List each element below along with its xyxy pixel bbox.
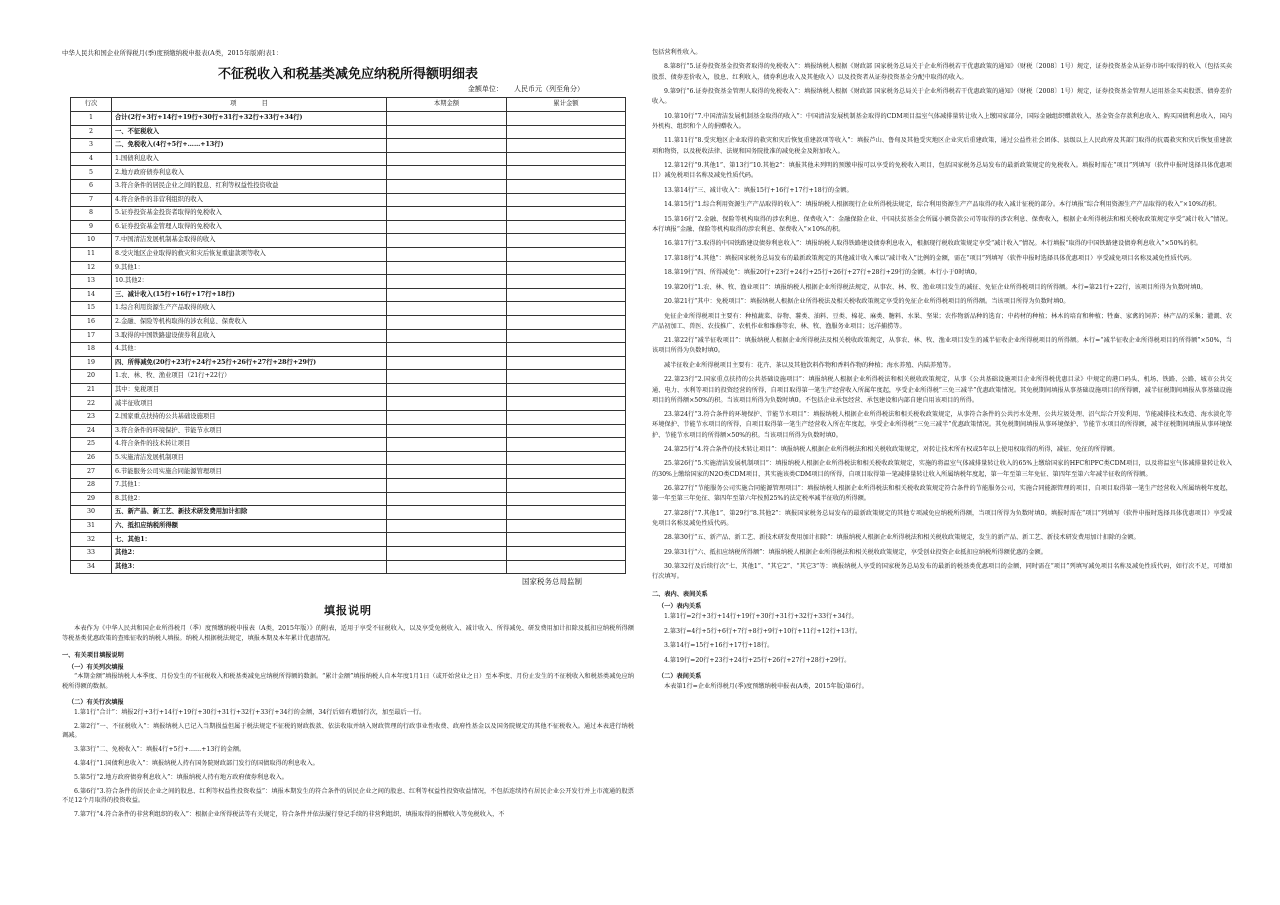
instruction-paragraph: 本表作为《中华人民共和国企业所得税月（季）度预缴纳税申报表（A类，2015年版）》的附表，适用于享受不征税收入，以及享受免税收入、减计收入、所得减免、研发费用加计扣除及抵扣应纳税所得额等税基类优惠政策的查账征收的纳税人填报。纳税人根据税法规定，填报本期及本年累计优惠情况。 <box>62 625 634 642</box>
current-amount-cell[interactable] <box>387 370 507 384</box>
table-row <box>71 492 626 506</box>
row-number: 17 <box>71 329 112 343</box>
instruction-paragraph: 4.第19行=20行+23行+24行+25行+26行+27行+28行+29行。 <box>664 656 851 664</box>
current-amount-cell[interactable] <box>387 179 507 193</box>
row-number: 10 <box>71 234 112 248</box>
cumulative-amount-cell[interactable] <box>507 247 626 261</box>
row-item: 减半征收项目 <box>112 397 387 411</box>
row-number: 3 <box>71 139 112 153</box>
right-column <box>652 48 1232 697</box>
table-row <box>71 383 626 397</box>
row-number: 2 <box>71 125 112 139</box>
table-row <box>71 179 626 193</box>
row-number: 30 <box>71 506 112 520</box>
current-amount-cell[interactable] <box>387 547 507 561</box>
table-row <box>71 397 626 411</box>
instruction-paragraph: 5.第5行“2.地方政府债券利息收入”：填报纳税人持有地方政府债券利息收入。 <box>74 773 288 781</box>
row-item: 9.其他1： <box>112 261 387 275</box>
instruction-paragraph: 26.第27行“节能服务公司实施合同能源管理项目”：填报纳税人根据企业所得税法和相关税收政策规定符合条件的节能服务公司，实施合同能源管理的项目，自项目取得第一笔生产经营收入所属纳税年度起，第一年至第三年免征、第四年至第六年按照25%的法定税率减半征收的所得额。 <box>652 485 1232 503</box>
supervisor-note: 国家税务总局监制 <box>522 577 582 587</box>
section-heading: 二、表内、表间关系 <box>652 590 708 598</box>
current-amount-cell[interactable] <box>387 492 507 506</box>
row-item: 10.其他2： <box>112 275 387 289</box>
instruction-paragraph: 8.第8行“5.证券投资基金投资者取得的免税收入”：填报纳税人根据《财政部 国家税务总局关于企业所得税若干优惠政策的通知》（财税〔2008〕1号）规定，证券投资基金从证券市场中取得的收入（包括买卖股票、债券差价收入，股息、红利收入，债券利息收入及其他收入）以及投资者从证券投资基金分配中取得的收入。 <box>652 63 1232 81</box>
instruction-paragraph: 20.第21行“其中：免税项目”：填报纳税人根据企业所得税法及相关税收政策规定享受的免征企业所得税项目的所得额。当该项目所得为负数时填0。 <box>664 298 1070 306</box>
cumulative-amount-cell[interactable] <box>507 411 626 425</box>
instruction-paragraph: 23.第24行“3.符合条件的环境保护、节能节水项目”：填报纳税人根据企业所得税法和相关税收政策规定，从事符合条件的公共污水处理、公共垃圾处理、沼气综合开发利用、节能减排技术改造、海水淡化等环境保护、节能节水项目的所得，自项目取得第一笔生产经营收入所在年度起，享受企业所得税“三免三减半”优惠政策情况。其免税期间填报从事环境保护、节能节水项目的所得额，减半征税期间填报从事环境保护、节能节水项目的所得额×50%的积。当该项目所得为负数时填0。 <box>652 411 1232 439</box>
row-number: 6 <box>71 179 112 193</box>
current-amount-cell[interactable] <box>387 356 507 370</box>
row-number: 34 <box>71 560 112 574</box>
current-amount-cell[interactable] <box>387 139 507 153</box>
header-note: 中华人民共和国企业所得税月(季)度预缴纳税申报表(A类，2015年版)附表1： <box>62 49 283 57</box>
cumulative-amount-cell[interactable] <box>507 179 626 193</box>
table-row <box>71 166 626 180</box>
cumulative-amount-cell[interactable] <box>507 112 626 126</box>
table-row <box>71 411 626 425</box>
row-number: 16 <box>71 315 112 329</box>
instructions-right <box>652 48 1232 697</box>
instruction-paragraph: 免征企业所得税项目主要有：种植蔬菜、谷物、薯类、油料、豆类、棉花、麻类、糖料、水果、坚果；农作物新品种的选育；中药材的种植；林木的培育和种植；牲畜、家禽的饲养；林产品的采集；灌溉、农产品初加工、兽医、农技推广、农机作业和维修等农、林、牧、渔服务业项目；远洋捕捞等。 <box>652 312 1232 330</box>
amount-unit-value: 人民币元（列至角分） <box>514 85 584 93</box>
row-item: 1.国债利息收入 <box>112 152 387 166</box>
table-row <box>71 370 626 384</box>
cumulative-amount-cell[interactable] <box>507 166 626 180</box>
table-row <box>71 315 626 329</box>
instruction-paragraph: 21.第22行“减半征收项目”：填报纳税人根据企业所得税法及相关税收政策规定，从事农、林、牧、渔业项目发生的减半征收企业所得税项目的所得额。本行=“减半征收企业所得税项目的所得额”×50%，当该项目所得为负数时填0。 <box>652 337 1232 355</box>
instruction-paragraph: 3.第3行“二、免税收入”：填报4行+5行+……+13行的金额。 <box>74 746 246 754</box>
amount-unit <box>62 84 634 94</box>
table-row <box>71 302 626 316</box>
col-header-item: 项 目 <box>112 98 387 112</box>
current-amount-cell[interactable] <box>387 166 507 180</box>
current-amount-cell[interactable] <box>387 411 507 425</box>
instruction-paragraph: 16.第17行“3.取得的中国铁路建设债券利息收入”：填报纳税人取得铁路建设债券利息收入，根据现行税收政策规定享受“减计收入”情况。本行填报“取得的中国铁路建设债券利息收入”×50%的积。 <box>664 240 1202 248</box>
row-item: 四、所得减免(20行+23行+24行+25行+26行+27行+28行+29行) <box>112 356 387 370</box>
instruction-paragraph: 11.第11行“8.受灾地区企业取得的救灾和灾后恢复重建款项等收入”：填报芦山、鲁甸及其他受灾地区企业灾后重建政策，通过公益性社会团体、县级以上人民政府及其部门取得的抗震救灾和灾后恢复重建款项和物资，以及税收法律、法规和国务院批准的减免税金及附加收入。 <box>652 137 1232 155</box>
row-number: 8 <box>71 207 112 221</box>
current-amount-cell[interactable] <box>387 479 507 493</box>
instruction-paragraph: 2.第2行“一、不征税收入”：填报纳税人已记入当期损益但属于税法规定不征税的财政拨款、依法收取并纳入财政管理的行政事业性收费、政府性基金以及国务院规定的其他不征税收入。通过本表进行纳税调减。 <box>62 722 634 740</box>
table-row <box>71 424 626 438</box>
current-amount-cell[interactable] <box>387 506 507 520</box>
cumulative-amount-cell[interactable] <box>507 492 626 506</box>
current-amount-cell[interactable] <box>387 465 507 479</box>
cumulative-amount-cell[interactable] <box>507 451 626 465</box>
instruction-paragraph: 1.第1行“合计”：填报2行+3行+14行+19行+30行+31行+32行+33行+34行的金额，34行后如有增加行次，加至最后一行。 <box>74 708 426 716</box>
row-item: 7.其他1： <box>112 479 387 493</box>
section-heading: 一、有关项目填报说明 <box>62 651 124 659</box>
instruction-paragraph: “本期金额”填报纳税人本季度、月份发生的不征税收入和税基类减免应纳税所得额的数据。“累计金额”填报纳税人自本年度1月1日（或开始营业之日）至本季度、月份止发生的不征税收入和税基类减免应纳税所得额的数据。 <box>62 673 634 691</box>
instruction-paragraph: 9.第9行“6.证券投资基金管理人取得的免税收入”：填报纳税人根据《财政部 国家税务总局关于企业所得税若干优惠政策的通知》（财税〔2008〕1号）规定，证券投资基金管理人运用基金买卖股票、债券差价收入。 <box>652 88 1232 106</box>
table-row <box>71 506 626 520</box>
row-item: 一、不征税收入 <box>112 125 387 139</box>
table-body <box>71 112 626 574</box>
instructions-title: 填报说明 <box>324 604 372 618</box>
subsection-heading: （一）表内关系 <box>658 603 702 611</box>
table-row <box>71 139 626 153</box>
row-item: 其他3： <box>112 560 387 574</box>
current-amount-cell[interactable] <box>387 193 507 207</box>
row-item: 4.其他： <box>112 343 387 357</box>
row-number: 32 <box>71 533 112 547</box>
row-number: 11 <box>71 247 112 261</box>
current-amount-cell[interactable] <box>387 302 507 316</box>
row-item: 4.符合条件的技术转让项目 <box>112 438 387 452</box>
instructions-left <box>62 624 634 824</box>
table-row <box>71 465 626 479</box>
current-amount-cell[interactable] <box>387 247 507 261</box>
current-amount-cell[interactable] <box>387 397 507 411</box>
current-amount-cell[interactable] <box>387 315 507 329</box>
row-number: 33 <box>71 547 112 561</box>
row-item: 五、新产品、新工艺、新技术研发费用加计扣除 <box>112 506 387 520</box>
table-row <box>71 220 626 234</box>
table-row <box>71 329 626 343</box>
row-number: 26 <box>71 451 112 465</box>
row-item: 合计(2行+3行+14行+19行+30行+31行+32行+33行+34行) <box>112 112 387 126</box>
row-item: 其他2： <box>112 547 387 561</box>
instruction-paragraph: 27.第28行“7.其他1”、第29行“8.其他2”：填报国家税务总局发布的最新政策规定的其他专项减免应纳税所得额，当项目所得为负数时填0。填报时需在“项目”列填写（软件申报时选择具体优惠项目）享受减免项目名称及减免性质代码。 <box>652 509 1232 527</box>
row-number: 15 <box>71 302 112 316</box>
table-header-row <box>71 98 626 112</box>
cumulative-amount-cell[interactable] <box>507 533 626 547</box>
table-row <box>71 438 626 452</box>
detail-table <box>70 97 626 574</box>
cumulative-amount-cell[interactable] <box>507 547 626 561</box>
cumulative-amount-cell[interactable] <box>507 193 626 207</box>
instruction-paragraph: 22.第23行“2.国家重点扶持的公共基础设施项目”：填报纳税人根据企业所得税法和相关税收政策规定，从事《公共基础设施项目企业所得税优惠目录》中规定的港口码头、机场、铁路、公路、城市公共交通、电力、水利等项目的投资经营的所得，自项目取得第一笔生产经营收入所属年度起，享受企业所得税“三免三减半”优惠政策情况。其免税期间填报从事基础设施项目的所得额，减半征税期间填报从事基础设施项目的所得额×50%的积。当该项目所得为负数时填0。不包括企业承包经营、承包建设和内部自建自用该项目的所得。 <box>652 376 1232 404</box>
table-row <box>71 247 626 261</box>
current-amount-cell[interactable] <box>387 207 507 221</box>
cumulative-amount-cell[interactable] <box>507 506 626 520</box>
table-row <box>71 112 626 126</box>
instruction-paragraph: 6.第6行“3.符合条件的居民企业之间的股息、红利等权益性投资收益”：填报本期发生的符合条件的居民企业之间的股息、红利等权益性投资收益情况，不包括连续持有居民企业公开发行并上市流通的股票不足12个月取得的投资收益。 <box>62 787 634 805</box>
table-row <box>71 547 626 561</box>
current-amount-cell[interactable] <box>387 288 507 302</box>
cumulative-amount-cell[interactable] <box>507 519 626 533</box>
row-item: 1.农、林、牧、渔业项目（21行+22行） <box>112 370 387 384</box>
cumulative-amount-cell[interactable] <box>507 356 626 370</box>
instruction-paragraph: 25.第26行“5.实施清洁发展机制项目”：填报纳税人根据企业所得税法和相关税收政策规定，实施的将温室气体减排量转让收入的65%上缴给国家的HFC和PFC类CDM项目，以及将温室气体减排量转让收入的30%上缴给国家的N2O类CDM项目，其实施该类CDM项目的所得，自项目取得第一笔减排量转让收入所属纳税年度起，第一年至第三年免征、第四年至第六年减半征收的所得额。 <box>652 460 1232 478</box>
cumulative-amount-cell[interactable] <box>507 261 626 275</box>
table-row <box>71 152 626 166</box>
row-number: 29 <box>71 492 112 506</box>
current-amount-cell[interactable] <box>387 329 507 343</box>
current-amount-cell[interactable] <box>387 152 507 166</box>
row-item: 7.中国清洁发展机制基金取得的收入 <box>112 234 387 248</box>
cumulative-amount-cell[interactable] <box>507 465 626 479</box>
row-item: 3.符合条件的居民企业之间的股息、红利等权益性投资收益 <box>112 179 387 193</box>
cumulative-amount-cell[interactable] <box>507 343 626 357</box>
instruction-paragraph: 28.第30行“五、新产品、新工艺、新技术研发费用加计扣除”：填报纳税人根据企业所得税法和相关税收政策规定，发生的新产品、新工艺、新技术研发费用加计扣除的金额。 <box>664 534 1140 542</box>
instruction-paragraph: 17.第18行“4.其他”：填报国家税务总局发布的最新政策规定的其他减计收入乘以“减计收入”比例的金额，需在“项目”列填写（软件申报时选择具体优惠项目）享受减免项目名称及减免性质代码。 <box>664 254 1196 262</box>
row-number: 18 <box>71 343 112 357</box>
cumulative-amount-cell[interactable] <box>507 370 626 384</box>
current-amount-cell[interactable] <box>387 424 507 438</box>
current-amount-cell[interactable] <box>387 533 507 547</box>
instruction-paragraph: 24.第25行“4.符合条件的技术转让项目”：填报纳税人根据企业所得税法和相关税收政策规定，对转让技术所有权或5年以上使用权取得的所得，减征、免征的所得额。 <box>664 445 1119 453</box>
row-number: 27 <box>71 465 112 479</box>
row-item: 2.地方政府债券利息收入 <box>112 166 387 180</box>
cumulative-amount-cell[interactable] <box>507 207 626 221</box>
current-amount-cell[interactable] <box>387 383 507 397</box>
table-row <box>71 207 626 221</box>
row-number: 1 <box>71 112 112 126</box>
instruction-paragraph: 2.第3行=4行+5行+6行+7行+8行+9行+10行+11行+12行+13行。 <box>664 627 862 635</box>
col-header-cumulative-amount: 累计金额 <box>507 98 626 112</box>
instruction-paragraph: 4.第4行“1.国债利息收入”：填报纳税人持有国务院财政部门发行的国债取得的利息收入。 <box>74 759 319 767</box>
current-amount-cell[interactable] <box>387 112 507 126</box>
table-row <box>71 519 626 533</box>
row-item: 七、其他1： <box>112 533 387 547</box>
cumulative-amount-cell[interactable] <box>507 424 626 438</box>
cumulative-amount-cell[interactable] <box>507 302 626 316</box>
row-number: 31 <box>71 519 112 533</box>
instruction-paragraph: 1.第1行=2行+3行+14行+19行+30行+31行+32行+33行+34行。 <box>664 613 858 621</box>
cumulative-amount-cell[interactable] <box>507 125 626 139</box>
instruction-paragraph: 包括营利性收入。 <box>652 49 702 56</box>
row-number: 28 <box>71 479 112 493</box>
instruction-paragraph: 本表第1行=企业所得税月(季)度预缴纳税申报表(A类，2015年版)第6行。 <box>664 683 868 691</box>
row-number: 20 <box>71 370 112 384</box>
row-item: 六、抵扣应纳税所得额 <box>112 519 387 533</box>
cumulative-amount-cell[interactable] <box>507 479 626 493</box>
table-row <box>71 533 626 547</box>
table-row <box>71 261 626 275</box>
row-number: 25 <box>71 438 112 452</box>
col-header-row-no: 行次 <box>71 98 112 112</box>
table-row <box>71 275 626 289</box>
row-number: 9 <box>71 220 112 234</box>
row-number: 12 <box>71 261 112 275</box>
subsection-heading: （二）表间关系 <box>658 673 702 681</box>
col-header-current-amount: 本期金额 <box>387 98 507 112</box>
current-amount-cell[interactable] <box>387 261 507 275</box>
current-amount-cell[interactable] <box>387 220 507 234</box>
instruction-paragraph: 18.第19行“四、所得减免”：填报20行+23行+24行+25行+26行+27行+28行+29行的金额。本行小于0时填0。 <box>664 269 981 277</box>
row-number: 19 <box>71 356 112 370</box>
instruction-paragraph: 13.第14行“三、减计收入”：填报15行+16行+17行+18行的金额。 <box>664 186 853 194</box>
current-amount-cell[interactable] <box>387 519 507 533</box>
instruction-paragraph: 7.第7行“4.符合条件的非营利组织的收入”：根据企业所得税法等有关规定，符合条件并依法履行登记手续的非营利组织，填报取得的捐赠收入等免税收入，不 <box>74 811 505 819</box>
instruction-paragraph: 19.第20行“1.农、林、牧、渔业项目”：填报纳税人根据企业所得税法规定，从事农、林、牧、渔业项目发生的减征、免征企业所得税项目的所得额。本行=第21行+22行，该项目所得为负数时填0。 <box>664 283 1207 291</box>
table-row <box>71 356 626 370</box>
cumulative-amount-cell[interactable] <box>507 438 626 452</box>
cumulative-amount-cell[interactable] <box>507 315 626 329</box>
row-number: 24 <box>71 424 112 438</box>
instruction-paragraph: 12.第12行“9.其他1”、第13行“10.其他2”：填报其他未列明的预缴申报可以享受的免税收入项目，包括国家税务总局发布的最新政策规定的免税收入。填报时需在“项目”列填写（软件申报时选择具体优惠项目）减免税项目名称及减免性质代码。 <box>652 162 1232 180</box>
cumulative-amount-cell[interactable] <box>507 560 626 574</box>
cumulative-amount-cell[interactable] <box>507 383 626 397</box>
instruction-paragraph: 29.第31行“六、抵扣应纳税所得额”：填报纳税人根据企业所得税法和相关税收政策规定，享受创业投资企业抵扣应纳税所得额优惠的金额。 <box>664 548 1047 556</box>
cumulative-amount-cell[interactable] <box>507 234 626 248</box>
table-row <box>71 343 626 357</box>
row-item: 二、免税收入(4行+5行+……+13行) <box>112 139 387 153</box>
row-item: 三、减计收入(15行+16行+17行+18行) <box>112 288 387 302</box>
row-number: 22 <box>71 397 112 411</box>
amount-unit-label: 金额单位： <box>467 85 503 93</box>
table-row <box>71 560 626 574</box>
subsection-heading: （一）有关列次填报 <box>68 663 124 671</box>
row-number: 13 <box>71 275 112 289</box>
table-row <box>71 451 626 465</box>
instruction-paragraph: 15.第16行“2.金融、保险等机构取得的涉农利息、保费收入”：金融保险企业、中国扶贫基金会所属小额贷款公司等取得的涉农利息、保费收入，根据企业所得税法和相关税收政策规定享受“减计收入”情况。本行填报“金融、保险等机构取得的涉农利息、保费收入”×10%的积。 <box>652 215 1232 233</box>
left-column <box>62 48 634 824</box>
cumulative-amount-cell[interactable] <box>507 275 626 289</box>
row-number: 7 <box>71 193 112 207</box>
row-item: 6.节能服务公司实施合同能源管理项目 <box>112 465 387 479</box>
row-item: 3.符合条件的环境保护、节能节水项目 <box>112 424 387 438</box>
current-amount-cell[interactable] <box>387 275 507 289</box>
table-row <box>71 125 626 139</box>
row-number: 21 <box>71 383 112 397</box>
table-row <box>71 234 626 248</box>
current-amount-cell[interactable] <box>387 451 507 465</box>
row-number: 23 <box>71 411 112 425</box>
current-amount-cell[interactable] <box>387 125 507 139</box>
row-item: 2.国家重点扶持的公共基础设施项目 <box>112 411 387 425</box>
table-row <box>71 479 626 493</box>
cumulative-amount-cell[interactable] <box>507 152 626 166</box>
current-amount-cell[interactable] <box>387 560 507 574</box>
current-amount-cell[interactable] <box>387 343 507 357</box>
row-item: 5.证券投资基金投资者取得的免税收入 <box>112 207 387 221</box>
row-item: 5.实施清洁发展机制项目 <box>112 451 387 465</box>
table-row <box>71 288 626 302</box>
cumulative-amount-cell[interactable] <box>507 139 626 153</box>
row-number: 14 <box>71 288 112 302</box>
cumulative-amount-cell[interactable] <box>507 288 626 302</box>
row-item: 4.符合条件的非营利组织的收入 <box>112 193 387 207</box>
table-title: 不征税收入和税基类减免应纳税所得额明细表 <box>217 67 478 82</box>
cumulative-amount-cell[interactable] <box>507 220 626 234</box>
instruction-paragraph: 14.第15行“1.综合利用资源生产产品取得的收入”：填报纳税人根据现行企业所得税法规定，综合利用资源生产产品取得的收入减计征税的部分。本行填报“综合利用资源生产产品取得的收入”×10%的积。 <box>664 201 1221 209</box>
instruction-paragraph: 30.第32行及后续行次“七、其他1”、“其它2”、“其它3”等：填报纳税人享受的国家税务总局发布的最新的税基类优惠项目的金额，同时需在“项目”列填写减免项目名称及减免性质代码，如行次不足，可增加行次填写。 <box>652 563 1232 581</box>
current-amount-cell[interactable] <box>387 438 507 452</box>
subsection-heading: （二）有关行次填报 <box>68 698 124 706</box>
instruction-paragraph: 3.第14行=15行+16行+17行+18行。 <box>664 642 774 650</box>
current-amount-cell[interactable] <box>387 234 507 248</box>
row-number: 4 <box>71 152 112 166</box>
table-row <box>71 193 626 207</box>
row-number: 5 <box>71 166 112 180</box>
row-item: 其中：免税项目 <box>112 383 387 397</box>
instruction-paragraph: 减半征收企业所得税项目主要有：花卉、茶以及其他饮料作物和香料作物的种植；海水养殖、内陆养殖等。 <box>664 361 955 369</box>
row-item: 8.受灾地区企业取得的救灾和灾后恢复重建款项等收入 <box>112 247 387 261</box>
row-item: 6.证券投资基金管理人取得的免税收入 <box>112 220 387 234</box>
row-item: 3.取得的中国铁路建设债券利息收入 <box>112 329 387 343</box>
cumulative-amount-cell[interactable] <box>507 329 626 343</box>
instruction-paragraph: 10.第10行“7.中国清洁发展机制基金取得的收入”：中国清洁发展机制基金取得的CDM项目温室气体减排量转让收入上缴国家部分，国际金融组织赠款收入，基金资金存款利息收入、购买国债利息收入，国内外机构、组织和个人的捐赠收入。 <box>652 112 1232 130</box>
row-item: 8.其他2： <box>112 492 387 506</box>
row-item: 2.金融、保险等机构取得的涉农利息、保费收入 <box>112 315 387 329</box>
cumulative-amount-cell[interactable] <box>507 397 626 411</box>
row-item: 1.综合利用资源生产产品取得的收入 <box>112 302 387 316</box>
